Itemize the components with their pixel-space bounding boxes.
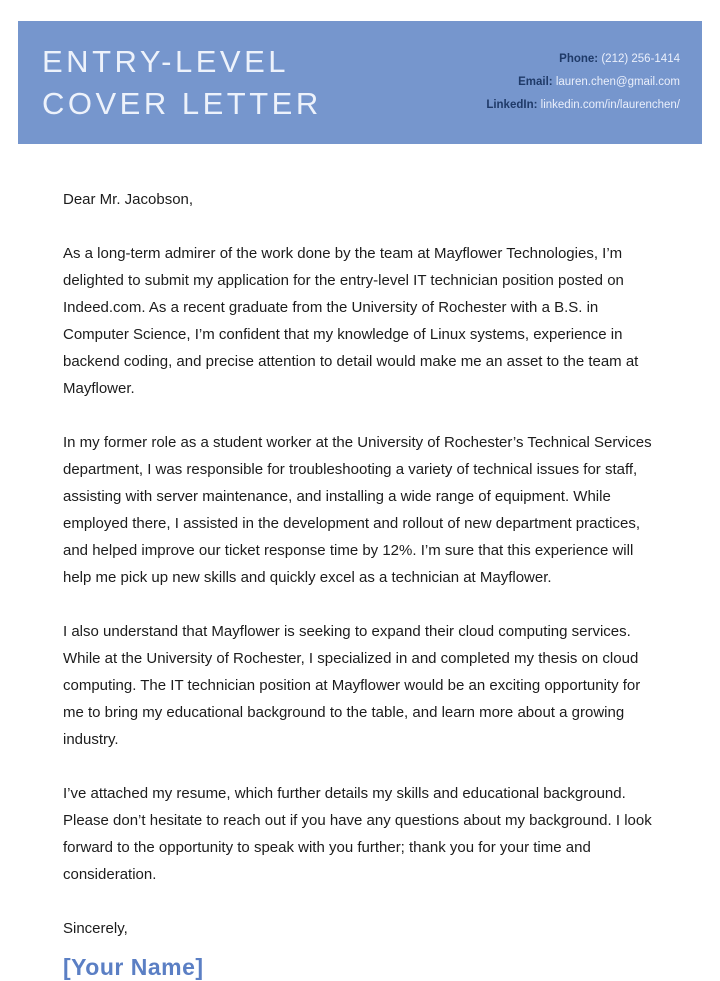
contact-linkedin [486,94,680,117]
contact-info [486,48,680,117]
paragraph-4: I’ve attached my resume, which further details my skills and educational background. Please don’t hesitate to reach out if you have any questions about my background. I look forward to the opportunity to speak with you further; thank you for your time and consideration. [63,785,652,883]
document-title [42,41,322,125]
email-label: Email: [518,76,553,88]
title-line-1: ENTRY-LEVEL [42,43,289,79]
linkedin-value: linkedin.com/in/laurenchen/ [540,99,680,111]
signature-placeholder: [Your Name] [63,954,204,980]
paragraph-2: In my former role as a student worker at the University of Rochester’s Technical Services department, I was responsible for troubleshooting a variety of technical issues for staff, assisting with server maintenance, and installing a wide range of equipment. While employed there, I assisted in the development and rollout of new department practices, and helped improve our ticket response time by 12%. I’m sure that this experience will help me pick up new skills and quickly excel as a technician at Mayflower. [63,434,652,586]
contact-email [486,71,680,94]
phone-label: Phone: [559,53,599,65]
paragraph-3: I also understand that Mayflower is seeking to expand their cloud computing services. While at the University of Rochester, I specialized in and completed my thesis on cloud computing. The IT technician position at Mayflower would be an exciting opportunity for me to bring my educational background to the table, and learn more about a growing industry. [63,623,641,748]
title-line-2: COVER LETTER [42,85,322,121]
letter-body [0,186,720,981]
email-value: lauren.chen@gmail.com [555,76,680,88]
cover-letter-page [0,21,720,980]
salutation: Dear Mr. Jacobson, [63,191,194,208]
header-banner [18,21,702,144]
phone-value: (212) 256-1414 [601,53,680,65]
linkedin-label: LinkedIn: [486,99,538,111]
closing: Sincerely, [63,920,128,937]
paragraph-1: As a long-term admirer of the work done by the team at Mayflower Technologies, I’m delighted to submit my application for the entry-level IT technician position posted on Indeed.com. As a recent graduate from the University of Rochester with a B.S. in Computer Science, I’m confident that my knowledge of Linux systems, experience in backend coding, and precise attention to detail would make me an asset to the team at Mayflower. [63,245,639,397]
contact-phone [486,48,680,71]
